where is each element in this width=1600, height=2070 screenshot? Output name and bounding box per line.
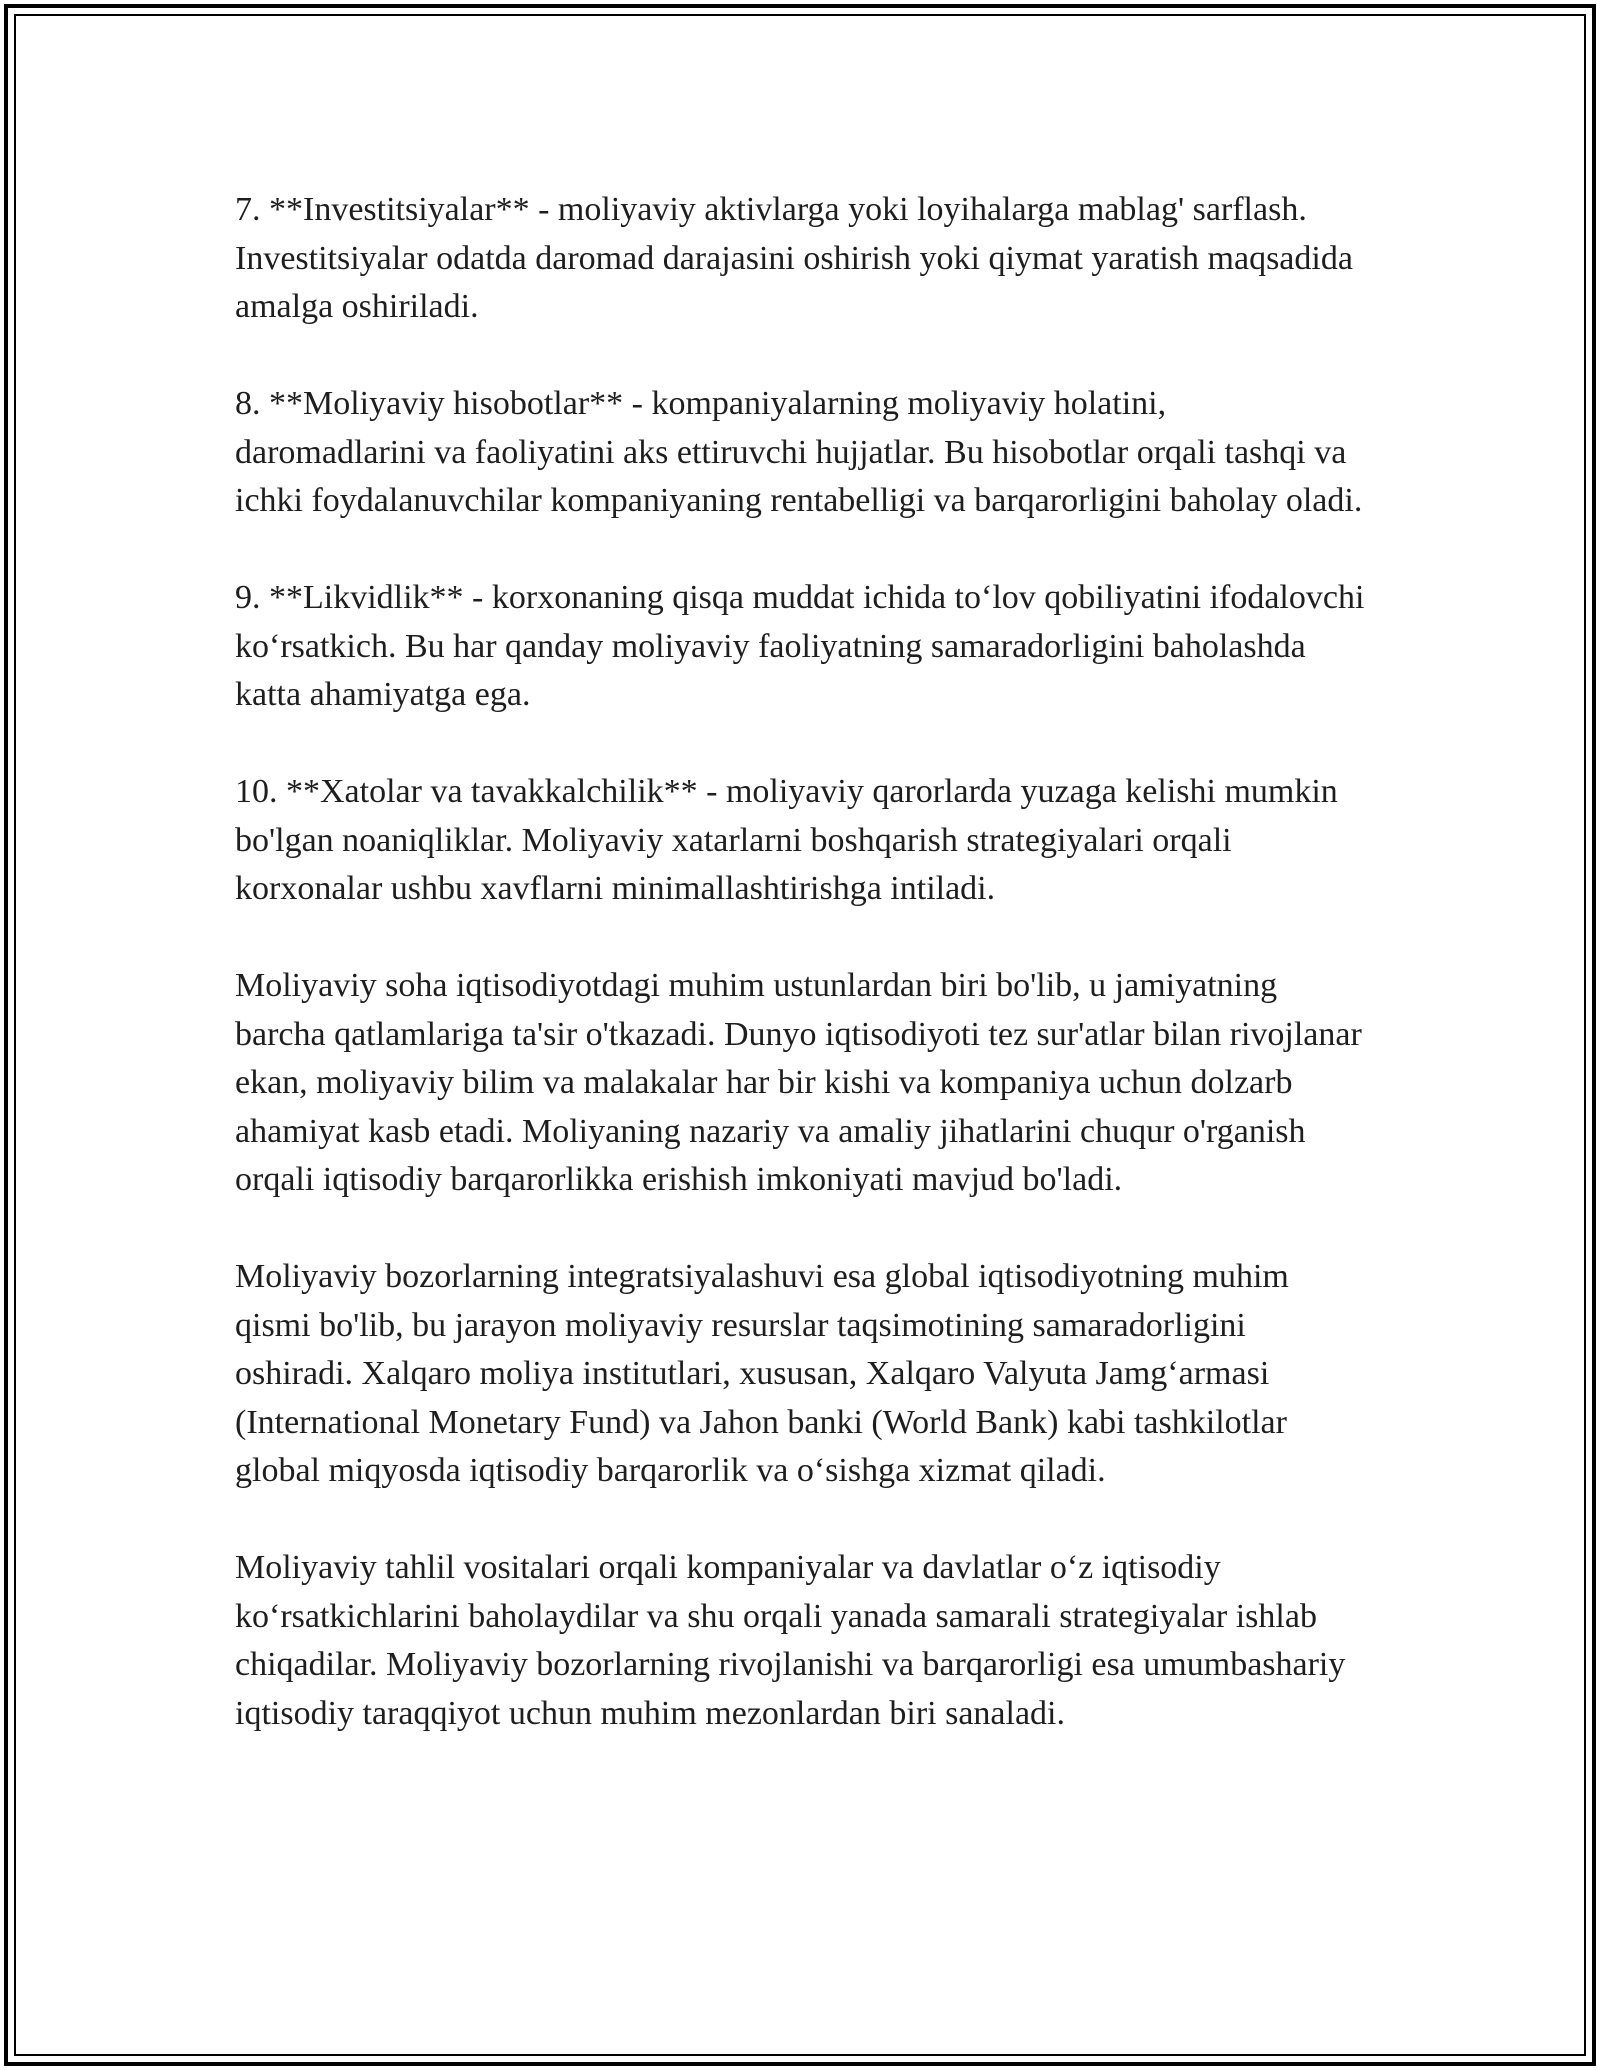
paragraph-moliyaviy-hisobotlar: 8. **Moliyaviy hisobotlar** - kompaniyalarning moliyaviy holatini, daromadlarini va faoliyatini aks ettiruvchi hujjatlar. Bu hisobotlar orqali tashqi va ichki foydalanuvchilar kompaniyaning rentabelligi va barqarorligini baholay oladi. <box>235 385 1363 519</box>
paragraph-moliyaviy-bozorlar-integratsiyasi: Moliyaviy bozorlarning integratsiyalashuvi esa global iqtisodiyotning muhim qismi bo'lib, bu jarayon moliyaviy resurslar taqsimotining samaradorligini oshiradi. Xalqaro moliya institutlari, xususan, Xalqaro Valyuta Jamg‘armasi (International Monetary Fund) va Jahon banki (World Bank) kabi tashkilotlar global miqyosda iqtisodiy barqarorlik va o‘sishga xizmat qiladi. <box>235 1258 1289 1489</box>
paragraph-moliyaviy-tahlil: Moliyaviy tahlil vositalari orqali kompaniyalar va davlatlar o‘z iqtisodiy ko‘rsatkichlarini baholaydilar va shu orqali yanada samarali strategiyalar ishlab chiqadilar. Moliyaviy bozorlarning rivojlanishi va barqarorligi esa umumbashariy iqtisodiy taraqqiyot uchun muhim mezonlardan biri sanaladi. <box>235 1549 1346 1732</box>
paragraph-moliyaviy-soha: Moliyaviy soha iqtisodiyotdagi muhim ustunlardan biri bo'lib, u jamiyatning barcha qatlamlariga ta'sir o'tkazadi. Dunyo iqtisodiyoti tez sur'atlar bilan rivojlanar ekan, moliyaviy bilim va malakalar har bir kishi va kompaniya uchun dolzarb ahamiyat kasb etadi. Moliyaning nazariy va amaliy jihatlarini chuqur o'rganish orqali iqtisodiy barqarorlikka erishish imkoniyati mavjud bo'ladi. <box>235 967 1362 1198</box>
paragraph-investitsiyalar: 7. **Investitsiyalar** - moliyaviy aktivlarga yoki loyihalarga mablag' sarflash. Investitsiyalar odatda daromad darajasini oshirish yoki qiymat yaratish maqsadida amalga oshiriladi. <box>235 191 1353 325</box>
paragraph-likvidlik: 9. **Likvidlik** - korxonaning qisqa muddat ichida to‘lov qobiliyatini ifodalovchi ko‘rsatkich. Bu har qanday moliyaviy faoliyatning samaradorligini baholashda katta ahamiyatga ega. <box>235 579 1365 713</box>
paragraph-xatolar-va-tavakkalchilik: 10. **Xatolar va tavakkalchilik** - moliyaviy qarorlarda yuzaga kelishi mumkin bo'lgan noaniqliklar. Moliyaviy xatarlarni boshqarish strategiyalari orqali korxonalar ushbu xavflarni minimallashtirishga intiladi. <box>235 773 1338 907</box>
document-body <box>235 186 1365 1738</box>
